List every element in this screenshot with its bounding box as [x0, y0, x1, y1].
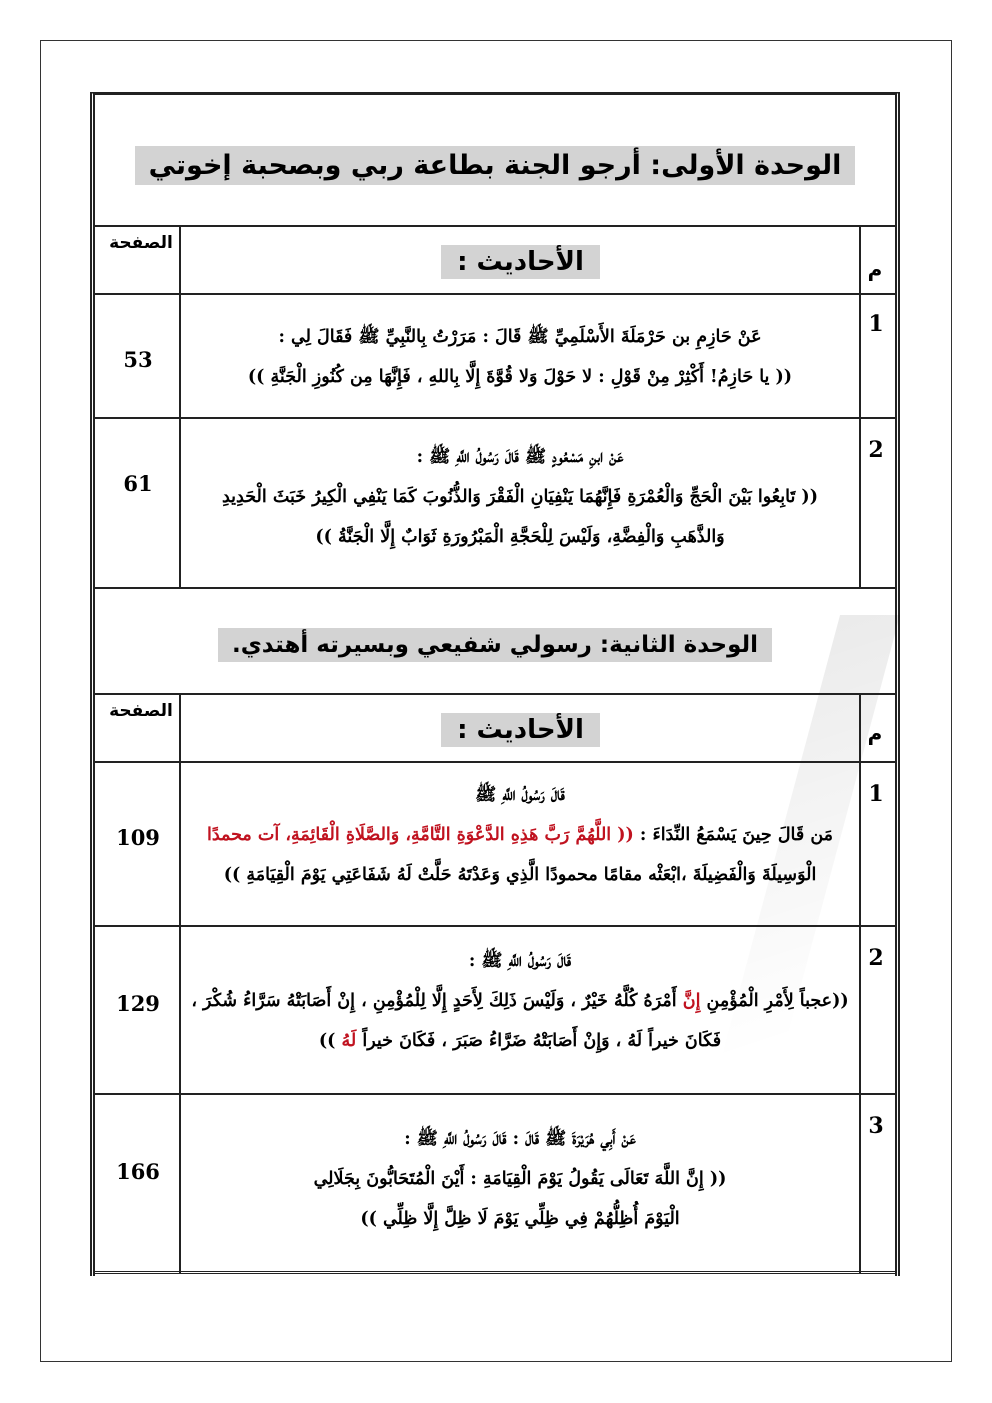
- hadith-text: [187, 437, 853, 557]
- hadith-line: (( يا حَازِمُ! أَكْثِرْ مِنْ قَوْلِ : لا حَوْلَ وَلا قُوَّةَ إِلَّا بِاللهِ ، فَإِنَّهَا مِن كُنُوزِ الْجَنَّةِ )): [247, 367, 793, 387]
- divider: [95, 587, 895, 589]
- row-page-number: 109: [116, 825, 160, 850]
- hadith-line: عَنْ ابنِ مَسْعُودٍ ﷺ قَالَ رَسُولُ اللَّهِ ﷺ :: [416, 447, 624, 467]
- hadith-fragment-red: إِنَّ: [682, 991, 701, 1011]
- hadith-fragment: فَكَانَ خيراً لَهُ ، وَإِنْ أَصَابَتْهُ ضَرَّاءُ صَبَرَ ، فَكَانَ خيراً: [356, 1031, 722, 1051]
- divider: [95, 417, 895, 419]
- hadith-line: وَالذَّهَبِ وَالْفِضَّةِ، وَلَيْسَ لِلْحَجَّةِ الْمَبْرُورَةِ ثَوَابٌ إِلَّا الْجَنَّةُ )): [315, 527, 725, 547]
- hadith-line: قَالَ رَسُولُ اللَّهِ ﷺ: [475, 785, 565, 805]
- unit1-title-band: [95, 125, 895, 205]
- row-number: 3: [868, 1113, 884, 1139]
- page-column-header: الصفحة: [109, 233, 173, 253]
- row-page-number: 61: [123, 471, 153, 496]
- unit2-title-band: [95, 617, 895, 673]
- table-bottom-border: [95, 1271, 895, 1274]
- divider: [95, 225, 895, 227]
- hadith-line: [187, 1021, 853, 1061]
- divider: [95, 293, 895, 295]
- hadith-fragment: )): [318, 1031, 342, 1051]
- hadith-fragment: أَمْرَهُ كُلَّهُ خَيْرٌ ، وَلَيْسَ ذَلِكَ لِأَحَدٍ إِلَّا لِلْمُؤْمِنِ ، إِنْ أَصَابَتْهُ سَرَّاءُ شُكْرَ ،: [191, 991, 683, 1011]
- hadith-text: [187, 317, 853, 397]
- unit1-title: الوحدة الأولى: أرجو الجنة بطاعة ربي وبصحبة إخوتي: [135, 146, 856, 185]
- hadith-line: قَالَ رَسُولُ اللَّهِ ﷺ :: [468, 951, 572, 971]
- divider: [95, 925, 895, 927]
- number-column-header: م: [867, 257, 883, 281]
- hadith-line: [187, 981, 853, 1021]
- row-number: 2: [868, 945, 884, 971]
- hadith-header-label: الأحاديث :: [441, 713, 600, 747]
- row-number: 1: [868, 311, 884, 337]
- column-divider: [859, 225, 861, 587]
- hadith-line: (( تَابِعُوا بَيْنَ الْحَجِّ وَالْعُمْرَةِ فَإِنَّهُمَا يَنْفِيَانِ الْفَقْرَ وَالذُّنُوبَ كَمَا يَنْفِي الْكِيرُ خَبَثَ الْحَدِيدِ: [222, 487, 818, 507]
- divider: [95, 761, 895, 763]
- hadith-column-header: [183, 707, 858, 753]
- hadith-line: [187, 815, 853, 855]
- row-page-number: 53: [123, 347, 153, 372]
- page-column-header: الصفحة: [109, 701, 173, 721]
- hadith-fragment-red: (( اللَّهُمَّ رَبَّ هَذِهِ الدَّعْوَةِ التَّامَّةِ، وَالصَّلَاةِ الْقَائِمَةِ، آت محمدًا: [206, 825, 640, 845]
- hadith-fragment-red: لَهُ: [341, 1031, 357, 1051]
- hadith-line: الْيَوْمَ أُظِلُّهُمْ فِي ظِلِّي يَوْمَ لَا ظِلَّ إِلَّا ظِلِّي )): [360, 1209, 680, 1229]
- column-divider: [859, 693, 861, 1273]
- hadith-text: [187, 941, 853, 1061]
- number-column-header: م: [867, 721, 883, 745]
- divider: [95, 1093, 895, 1095]
- hadith-line: (( إِنَّ اللَّهَ تَعَالَى يَقُولُ يَوْمَ الْقِيَامَةِ : أَيْنَ الْمُتَحَابُّونَ بِجَلَالِي: [313, 1169, 727, 1189]
- column-divider: [179, 693, 181, 1273]
- hadith-text: [187, 775, 853, 895]
- row-page-number: 129: [116, 991, 160, 1016]
- hadith-header-label: الأحاديث :: [441, 245, 600, 279]
- hadith-line: عَنْ أَبِي هُرَيْرَةَ ﷺ قَالَ : قَالَ رَسُولُ اللَّهِ ﷺ :: [404, 1129, 636, 1149]
- hadith-text: [187, 1119, 853, 1239]
- unit2-title: الوحدة الثانية: رسولي شفيعي وبسيرته أهتدي.: [218, 628, 772, 662]
- row-page-number: 166: [116, 1159, 160, 1184]
- row-number: 2: [868, 437, 884, 463]
- hadith-fragment: مَن قَالَ حِينَ يَسْمَعُ النِّدَاءَ :: [639, 825, 834, 845]
- hadith-table: [90, 92, 900, 1276]
- hadith-line: عَنْ حَازِمِ بن حَرْمَلَةَ الأَسْلَمِيِّ ﷺ قَالَ : مَرَرْتُ بِالنَّبِيِّ ﷺ فَقَالَ لِي :: [278, 327, 762, 347]
- divider: [95, 693, 895, 695]
- row-number: 1: [868, 781, 884, 807]
- hadith-fragment: ((عجباً لِأَمْرِ الْمُؤْمِنِ: [700, 991, 849, 1011]
- column-divider: [179, 225, 181, 587]
- hadith-column-header: [183, 239, 858, 285]
- hadith-line: الْوَسِيلَةَ وَالْفَضِيلَةَ ،ابْعَثْه مقامًا محمودًا الَّذِي وَعَدْتَهُ حَلَّتْ لَهُ شَفَاعَتِي يَوْمَ الْقِيَامَةِ )): [223, 865, 817, 885]
